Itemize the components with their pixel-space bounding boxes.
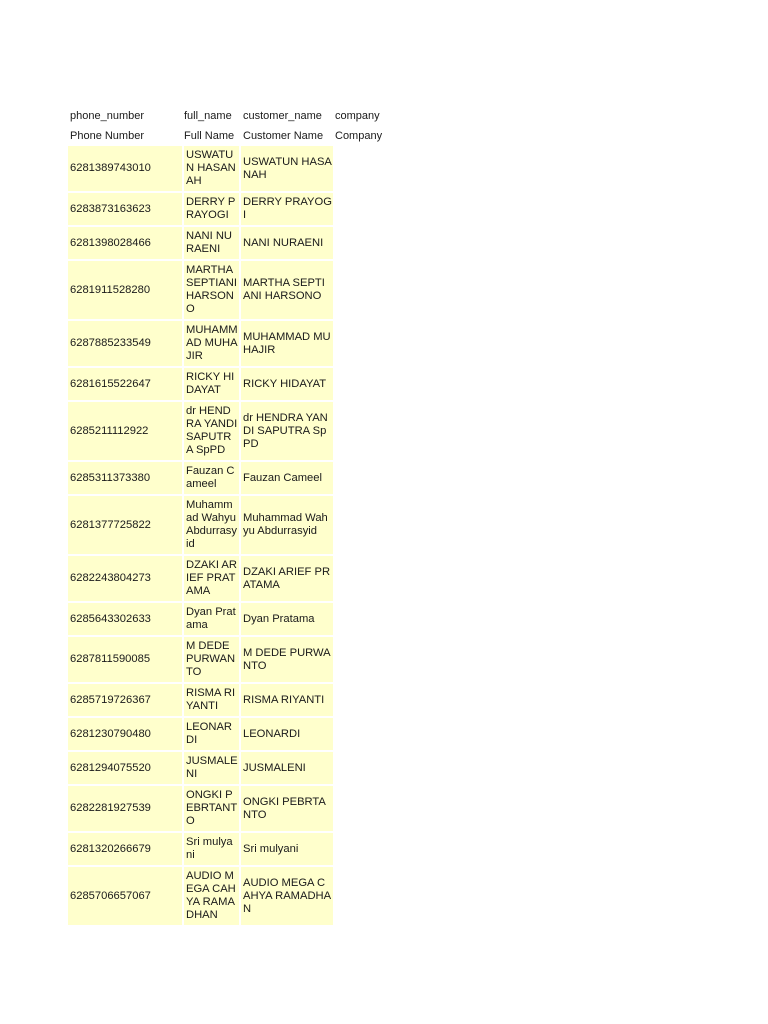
table-row <box>68 867 393 927</box>
full-name-cell: Dyan Pratama <box>182 603 241 637</box>
full-name-cell: M DEDE PURWANTO <box>182 637 241 684</box>
full-name-cell: Fauzan Cameel <box>182 462 241 496</box>
company-cell <box>333 261 393 321</box>
company-cell <box>333 718 393 752</box>
table-row <box>68 368 393 402</box>
customer-name-cell: AUDIO MEGA CAHYA RAMADHAN <box>241 867 333 927</box>
table-row <box>68 261 393 321</box>
full-name-cell: MUHAMMAD MUHAJIR <box>182 321 241 368</box>
table-row <box>68 402 393 462</box>
field-key-customer-name: customer_name <box>241 106 333 126</box>
phone-cell: 6287885233549 <box>68 321 182 368</box>
phone-cell: 6285719726367 <box>68 684 182 718</box>
customer-name-cell: dr HENDRA YANDI SAPUTRA SpPD <box>241 402 333 462</box>
phone-cell: 6281377725822 <box>68 496 182 556</box>
customer-sheet <box>68 106 393 927</box>
header-phone-number: Phone Number <box>68 126 182 146</box>
table-row <box>68 684 393 718</box>
customer-name-cell: RISMA RIYANTI <box>241 684 333 718</box>
phone-cell: 6282243804273 <box>68 556 182 603</box>
table-row <box>68 833 393 867</box>
full-name-cell: LEONARDI <box>182 718 241 752</box>
phone-cell: 6281230790480 <box>68 718 182 752</box>
customer-name-cell: RICKY HIDAYAT <box>241 368 333 402</box>
field-key-row <box>68 106 393 126</box>
table-row <box>68 146 393 193</box>
header-customer-name: Customer Name <box>241 126 333 146</box>
company-cell <box>333 637 393 684</box>
customer-name-cell: LEONARDI <box>241 718 333 752</box>
phone-cell: 6285311373380 <box>68 462 182 496</box>
company-cell <box>333 462 393 496</box>
phone-cell: 6285643302633 <box>68 603 182 637</box>
full-name-cell: RISMA RIYANTI <box>182 684 241 718</box>
table-row <box>68 462 393 496</box>
table-row <box>68 718 393 752</box>
field-key-full-name: full_name <box>182 106 241 126</box>
customer-name-cell: MARTHA SEPTIANI HARSONO <box>241 261 333 321</box>
table-row <box>68 193 393 227</box>
company-cell <box>333 833 393 867</box>
phone-cell: 6283873163623 <box>68 193 182 227</box>
table-row <box>68 227 393 261</box>
company-cell <box>333 867 393 927</box>
company-cell <box>333 496 393 556</box>
phone-cell: 6281320266679 <box>68 833 182 867</box>
company-cell <box>333 321 393 368</box>
full-name-cell: MARTHA SEPTIANI HARSONO <box>182 261 241 321</box>
table-row <box>68 786 393 833</box>
phone-cell: 6282281927539 <box>68 786 182 833</box>
table-row <box>68 556 393 603</box>
customer-name-cell: ONGKI PEBRTANTO <box>241 786 333 833</box>
customer-name-cell: JUSMALENI <box>241 752 333 786</box>
company-cell <box>333 752 393 786</box>
phone-cell: 6281615522647 <box>68 368 182 402</box>
company-cell <box>333 684 393 718</box>
phone-cell: 6285211112922 <box>68 402 182 462</box>
full-name-cell: DERRY PRAYOGI <box>182 193 241 227</box>
full-name-cell: JUSMALENI <box>182 752 241 786</box>
full-name-cell: USWATUN HASANAH <box>182 146 241 193</box>
column-header-row <box>68 126 393 146</box>
header-full-name: Full Name <box>182 126 241 146</box>
table-row <box>68 496 393 556</box>
full-name-cell: Muhammad Wahyu Abdurrasyid <box>182 496 241 556</box>
customer-name-cell: Fauzan Cameel <box>241 462 333 496</box>
full-name-cell: AUDIO MEGA CAHYA RAMADHAN <box>182 867 241 927</box>
full-name-cell: NANI NURAENI <box>182 227 241 261</box>
full-name-cell: DZAKI ARIEF PRATAMA <box>182 556 241 603</box>
company-cell <box>333 402 393 462</box>
customer-name-cell: MUHAMMAD MUHAJIR <box>241 321 333 368</box>
customer-name-cell: DZAKI ARIEF PRATAMA <box>241 556 333 603</box>
customer-name-cell: Sri mulyani <box>241 833 333 867</box>
table-row <box>68 321 393 368</box>
field-key-company: company <box>333 106 393 126</box>
table-body <box>68 146 393 927</box>
customer-name-cell: M DEDE PURWANTO <box>241 637 333 684</box>
customer-name-cell: NANI NURAENI <box>241 227 333 261</box>
customer-name-cell: USWATUN HASANAH <box>241 146 333 193</box>
phone-cell: 6281911528280 <box>68 261 182 321</box>
customer-name-cell: Dyan Pratama <box>241 603 333 637</box>
company-cell <box>333 227 393 261</box>
full-name-cell: RICKY HIDAYAT <box>182 368 241 402</box>
company-cell <box>333 193 393 227</box>
field-key-phone-number: phone_number <box>68 106 182 126</box>
customer-name-cell: DERRY PRAYOGI <box>241 193 333 227</box>
full-name-cell: Sri mulyani <box>182 833 241 867</box>
customer-name-cell: Muhammad Wahyu Abdurrasyid <box>241 496 333 556</box>
phone-cell: 6281294075520 <box>68 752 182 786</box>
table-row <box>68 603 393 637</box>
phone-cell: 6281389743010 <box>68 146 182 193</box>
table-row <box>68 637 393 684</box>
customer-table <box>68 106 393 927</box>
full-name-cell: ONGKI PEBRTANTO <box>182 786 241 833</box>
full-name-cell: dr HENDRA YANDI SAPUTRA SpPD <box>182 402 241 462</box>
company-cell <box>333 146 393 193</box>
company-cell <box>333 786 393 833</box>
header-company: Company <box>333 126 393 146</box>
phone-cell: 6285706657067 <box>68 867 182 927</box>
company-cell <box>333 603 393 637</box>
table-row <box>68 752 393 786</box>
company-cell <box>333 556 393 603</box>
phone-cell: 6287811590085 <box>68 637 182 684</box>
company-cell <box>333 368 393 402</box>
phone-cell: 6281398028466 <box>68 227 182 261</box>
